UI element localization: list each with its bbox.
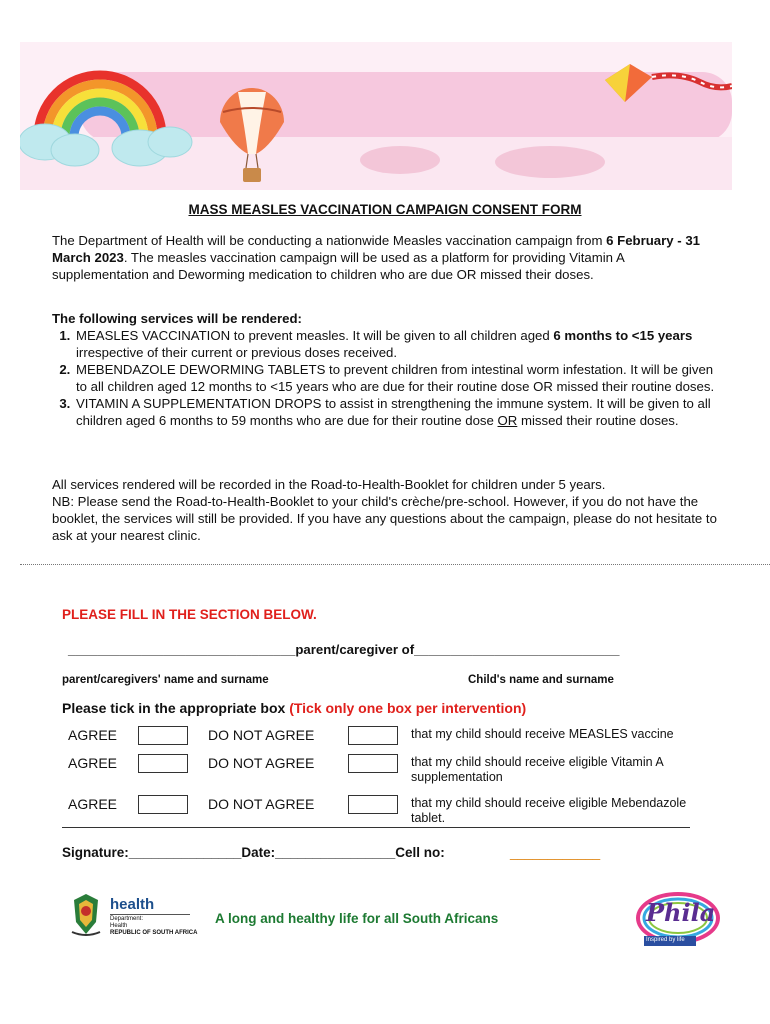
recorded-note: All services rendered will be recorded in the Road-to-Health-Booklet for children under 5 years. [52,477,606,492]
statement-mebendazole: that my child should receive eligible Mebendazole tablet. [411,796,687,825]
signature-date-cell-line[interactable]: Signature:_______________Date:________________Cell no: [62,845,445,860]
disagree-label: DO NOT AGREE [208,755,315,771]
nb-note: NB: Please send the Road-to-Health-Booklet to your child's crèche/pre-school. However, if you do not have the booklet, the services will still be provided. If you have any questions about the campaign, please do not hesitate to ask at your nearest clinic. [52,494,717,543]
phila-tagline: Inspired by life [646,937,685,943]
services-section [52,310,724,429]
disagree-label: DO NOT AGREE [208,727,315,743]
coat-of-arms-icon [68,892,104,938]
agree-label: AGREE [68,727,118,743]
fill-section-title: PLEASE FILL IN THE SECTION BELOW. [62,607,317,622]
form-title: MASS MEASLES VACCINATION CAMPAIGN CONSENT FORM [188,202,582,217]
statement-measles: that my child should receive MEASLES vaccine [411,727,674,741]
banner-illustration [20,42,732,190]
phila-text: Phila [646,898,716,927]
service-item-measles: 1. MEASLES VACCINATION to prevent measles. It will be given to all children aged 6 months to <15 years irrespective of their current or previous doses received. [74,327,724,361]
service-item-mebendazole: 2. MEBENDAZOLE DEWORMING TABLETS to prevent children from intestinal worm infestation. It will be given to all children aged 12 months to <15 years who are due for their routine dose OR missed their routine doses. [74,361,724,395]
phila-logo [632,888,724,952]
parent-name-label: parent/caregivers' name and surname [62,674,269,686]
section-rule [62,827,690,828]
logo-sub1: Department: [110,916,144,922]
disagree-checkbox-mebendazole[interactable] [348,795,398,814]
footer-slogan: A long and healthy life for all South Africans [215,911,499,926]
tick-instruction: Please tick in the appropriate box (Tick only one box per intervention) [62,700,527,716]
dept-health-logo [68,892,198,940]
agree-label: AGREE [68,755,118,771]
cell-number-field[interactable]: ____________ [510,845,601,860]
header-banner [20,42,732,190]
service-item-vitamin-a: 3. VITAMIN A SUPPLEMENTATION DROPS to assist in strengthening the immune system. It will be given to all children aged 6 months to 59 months who are due for their routine dose OR missed their routine doses. [74,395,724,429]
child-name-label: Child's name and surname [468,674,614,686]
services-heading: The following services will be rendered: [52,311,302,326]
disagree-label: DO NOT AGREE [208,796,315,812]
statement-vitamin-a: that my child should receive eligible Vitamin A supplementation [411,755,663,784]
intro-paragraph: The Department of Health will be conducting a nationwide Measles vaccination campaign from 6 February - 31 March 2023. The measles vaccination campaign will be used as a platform for providing Vitamin A supplementation and Deworming medication to children who are due OR missed their doses. [52,233,700,282]
agree-checkbox-mebendazole[interactable] [138,795,188,814]
logo-divider [110,914,190,915]
logo-sub2: Health [110,923,128,929]
agree-checkbox-measles[interactable] [138,726,188,745]
logo-name: health [110,896,155,913]
agree-label: AGREE [68,796,118,812]
disagree-checkbox-measles[interactable] [348,726,398,745]
logo-sub3: REPUBLIC OF SOUTH AFRICA [110,930,198,936]
parent-child-line[interactable]: _______________________________parent/caregiver of____________________________ [68,642,620,657]
agree-checkbox-vitamin-a[interactable] [138,754,188,773]
divider [20,564,770,565]
disagree-checkbox-vitamin-a[interactable] [348,754,398,773]
